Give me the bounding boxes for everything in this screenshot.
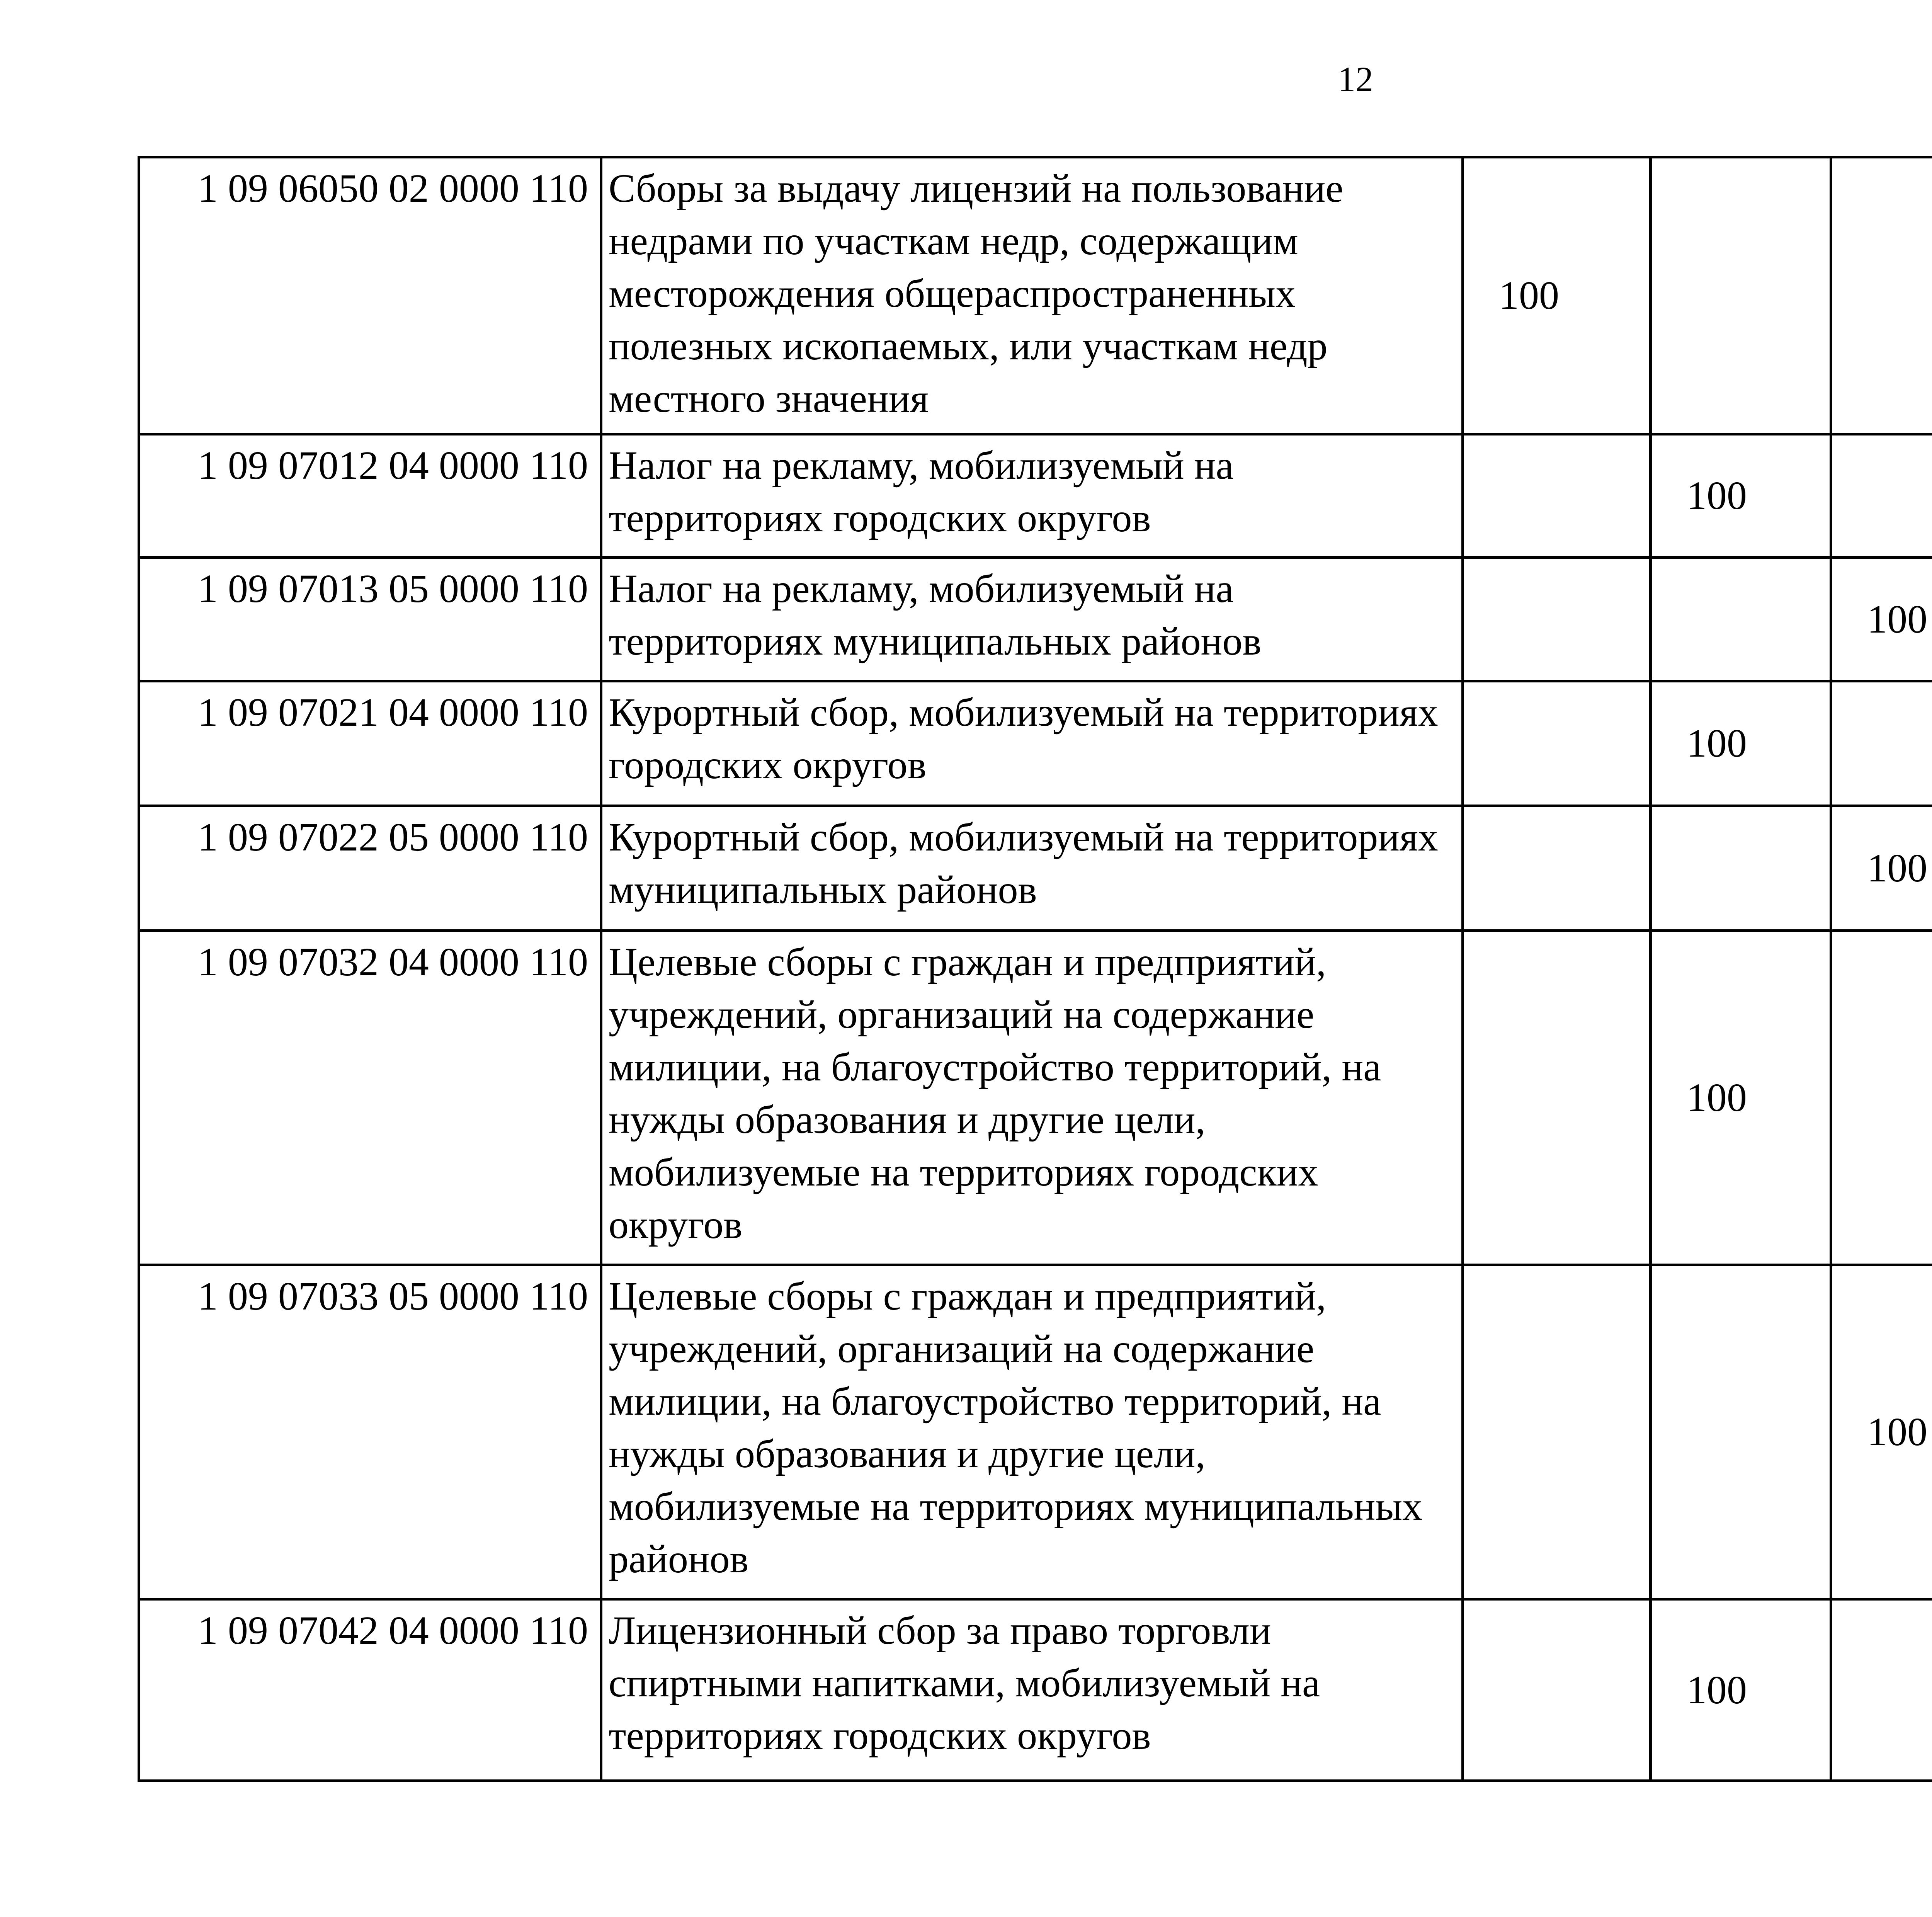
- revenue-distribution-table: [138, 156, 1932, 1782]
- revenue-name-cell: Курортный сбор, мобилизуемый на территориях муниципальных районов: [601, 806, 1463, 931]
- percent-cell: [1831, 681, 1932, 806]
- page-number: 12: [1338, 60, 1373, 99]
- percent-cell: [1651, 806, 1831, 931]
- budget-code-cell: 1 09 07012 04 0000 110: [139, 434, 601, 558]
- table-row: [139, 157, 1932, 434]
- percent-cell: [1651, 558, 1831, 681]
- percent-cell: [1651, 1265, 1831, 1599]
- percent-cell: [1463, 1265, 1651, 1599]
- table-row: [139, 681, 1932, 806]
- percent-cell: [1463, 806, 1651, 931]
- percent-cell: 100: [1651, 931, 1831, 1265]
- revenue-name-cell: Курортный сбор, мобилизуемый на территориях городских округов: [601, 681, 1463, 806]
- percent-cell: [1463, 931, 1651, 1265]
- percent-cell: [1463, 1599, 1651, 1781]
- percent-cell: [1463, 558, 1651, 681]
- table-row: [139, 1599, 1932, 1781]
- table-row: [139, 931, 1932, 1265]
- percent-cell: [1651, 157, 1831, 434]
- percent-cell: [1463, 681, 1651, 806]
- budget-code-cell: 1 09 07042 04 0000 110: [139, 1599, 601, 1781]
- revenue-name-cell: Налог на рекламу, мобилизуемый на территориях муниципальных районов: [601, 558, 1463, 681]
- percent-cell: [1831, 157, 1932, 434]
- budget-code-cell: 1 09 07021 04 0000 110: [139, 681, 601, 806]
- revenue-name-cell: Сборы за выдачу лицензий на пользование недрами по участкам недр, содержащим месторождения общераспространенных полезных ископаемых, или участкам недр местного значения: [601, 157, 1463, 434]
- percent-cell: [1831, 1599, 1932, 1781]
- revenue-name-cell: Налог на рекламу, мобилизуемый на территориях городских округов: [601, 434, 1463, 558]
- percent-cell: 100: [1651, 681, 1831, 806]
- revenue-name-cell: Целевые сборы с граждан и предприятий, учреждений, организаций на содержание милиции, на благоустройство территорий, на нужды образования и другие цели, мобилизуемые на территориях муниципальных районов: [601, 1265, 1463, 1599]
- table-row: [139, 806, 1932, 931]
- revenue-name-cell: Целевые сборы с граждан и предприятий, учреждений, организаций на содержание милиции, на благоустройство территорий, на нужды образования и другие цели, мобилизуемые на территориях городских округов: [601, 931, 1463, 1265]
- budget-code-cell: 1 09 07022 05 0000 110: [139, 806, 601, 931]
- percent-cell: [1831, 931, 1932, 1265]
- percent-cell: [1831, 434, 1932, 558]
- budget-code-cell: 1 09 06050 02 0000 110: [139, 157, 601, 434]
- percent-cell: 100: [1651, 434, 1831, 558]
- table-row: [139, 434, 1932, 558]
- percent-cell: 100: [1463, 157, 1651, 434]
- budget-code-cell: 1 09 07033 05 0000 110: [139, 1265, 601, 1599]
- percent-cell: 100: [1651, 1599, 1831, 1781]
- percent-cell: 100: [1831, 806, 1932, 931]
- table-row: [139, 1265, 1932, 1599]
- revenue-name-cell: Лицензионный сбор за право торговли спиртными напитками, мобилизуемый на территориях городских округов: [601, 1599, 1463, 1781]
- percent-cell: 100: [1831, 1265, 1932, 1599]
- table-row: [139, 558, 1932, 681]
- percent-cell: 100: [1831, 558, 1932, 681]
- budget-code-cell: 1 09 07013 05 0000 110: [139, 558, 601, 681]
- budget-code-cell: 1 09 07032 04 0000 110: [139, 931, 601, 1265]
- percent-cell: [1463, 434, 1651, 558]
